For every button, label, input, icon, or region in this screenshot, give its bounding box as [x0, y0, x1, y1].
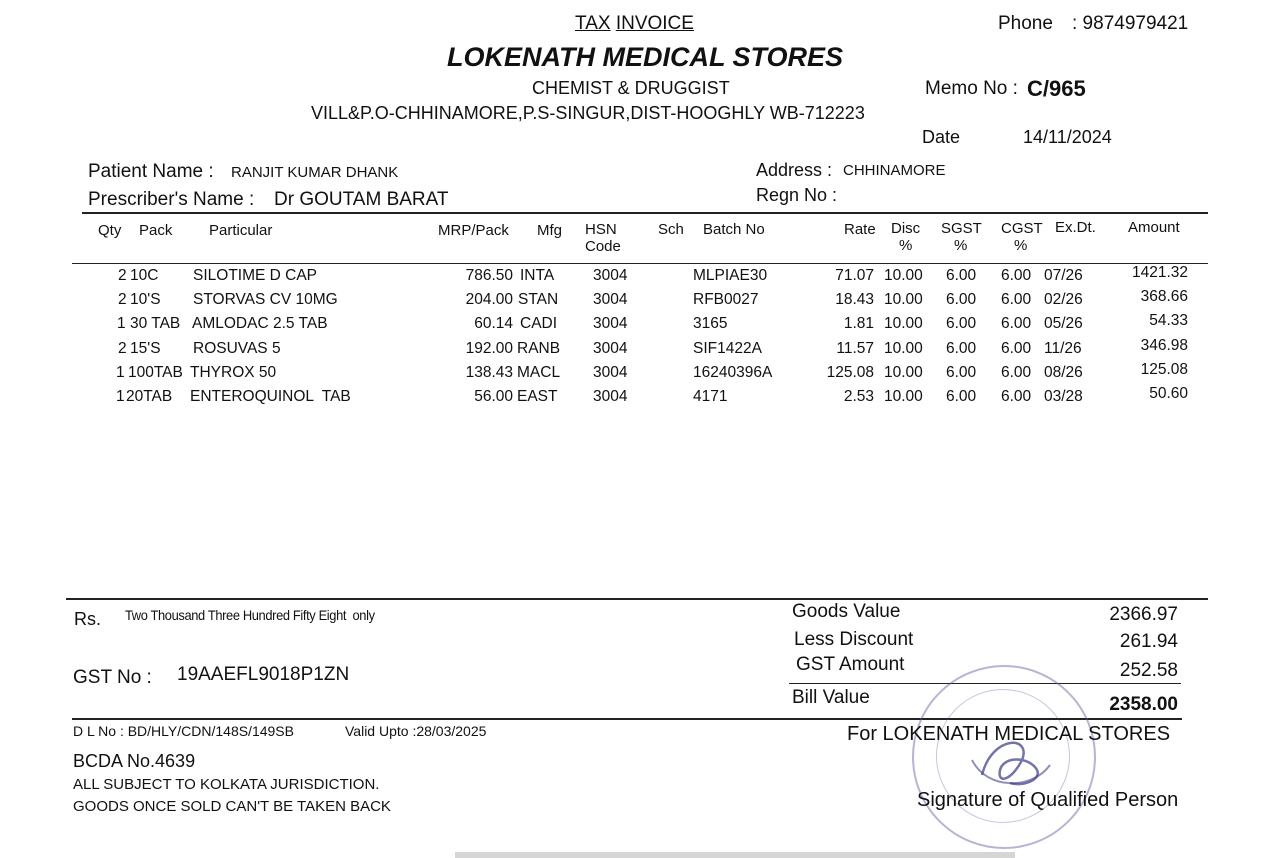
cell-sgst: 6.00: [946, 291, 977, 308]
cell-pack: 100TAB: [128, 364, 183, 381]
cell-mrp: 60.14: [474, 315, 513, 332]
col-sch: Sch: [658, 221, 684, 238]
cell-particular: STORVAS CV 10MG: [193, 291, 338, 308]
cell-exdt: 05/26: [1044, 315, 1083, 332]
col-disc: Disc: [891, 220, 921, 237]
cell-mfg: RANB: [517, 340, 561, 357]
signature-label: Signature of Qualified Person: [917, 789, 1179, 811]
table-row: [0, 361, 1275, 386]
cell-amount: 54.33: [1149, 312, 1188, 329]
phone-value: : 9874979421: [1072, 13, 1189, 34]
cell-qty: 2: [118, 340, 127, 357]
cell-cgst: 6.00: [1001, 340, 1032, 357]
paper-edge: [455, 852, 1015, 858]
table-row: [0, 264, 1275, 289]
cell-hsn: 3004: [593, 388, 628, 405]
cell-cgst: 6.00: [1001, 388, 1032, 405]
cell-hsn: 3004: [593, 364, 628, 381]
prescriber-value: Dr GOUTAM BARAT: [274, 189, 449, 210]
amount-in-words: Two Thousand Three Hundred Fifty Eight only: [125, 607, 375, 623]
patient-name-label: Patient Name :: [88, 161, 214, 182]
table-row: [0, 312, 1275, 337]
cell-exdt: 11/26: [1044, 340, 1082, 357]
cell-pack: 10C: [130, 267, 159, 284]
for-store: For LOKENATH MEDICAL STORES: [847, 723, 1171, 745]
cell-sgst: 6.00: [946, 340, 977, 357]
cell-amount: 368.66: [1140, 288, 1188, 305]
table-row: [0, 288, 1275, 313]
cell-particular: AMLODAC 2.5 TAB: [192, 315, 328, 332]
cell-cgst: 6.00: [1001, 315, 1032, 332]
cell-mrp: 138.43: [465, 364, 513, 381]
cell-hsn: 3004: [593, 315, 628, 332]
cell-sgst: 6.00: [946, 388, 977, 405]
address-value: CHHINAMORE: [843, 162, 946, 179]
bcda-number: [73, 751, 195, 772]
less-discount-label: Less Discount: [794, 629, 914, 650]
cell-batch: MLPIAE30: [693, 267, 768, 284]
cell-pack: 10'S: [130, 291, 161, 308]
cell-amount: 125.08: [1140, 361, 1188, 378]
table-row: [0, 337, 1275, 362]
cell-pack: 30 TAB: [130, 315, 181, 332]
col-sgst-pct: %: [954, 237, 968, 254]
cell-batch: 4171: [693, 388, 728, 405]
cell-exdt: 08/26: [1044, 364, 1083, 381]
cell-particular: THYROX 50: [190, 364, 277, 381]
cell-pack: 15'S: [130, 340, 161, 357]
col-rate: Rate: [844, 221, 876, 238]
cell-exdt: 03/28: [1044, 388, 1083, 405]
cell-hsn: 3004: [593, 291, 628, 308]
cell-mfg: MACL: [517, 364, 561, 381]
cell-sgst: 6.00: [946, 364, 977, 381]
col-mfg: Mfg: [537, 222, 563, 239]
gst-amount-label: GST Amount: [796, 654, 905, 675]
date-value: 14/11/2024: [1023, 127, 1112, 147]
rs-label: Rs.: [74, 609, 101, 629]
cell-qty: 2: [118, 267, 127, 284]
cell-exdt: 07/26: [1044, 267, 1083, 284]
tax-word: TAX: [575, 13, 611, 34]
cell-disc: 10.00: [884, 364, 923, 381]
cell-rate: 11.57: [836, 340, 874, 357]
goods-value: 2366.97: [1109, 604, 1178, 625]
cell-qty: 1: [117, 315, 126, 332]
col-exdt: Ex.Dt.: [1055, 219, 1096, 236]
cell-disc: 10.00: [884, 291, 923, 308]
jurisdiction-note: ALL SUBJECT TO KOLKATA JURISDICTION.: [73, 776, 380, 793]
cell-particular: SILOTIME D CAP: [193, 267, 318, 284]
cell-mfg: CADI: [520, 315, 558, 332]
cell-mfg: INTA: [520, 267, 555, 284]
memo-label: Memo No :: [925, 78, 1018, 99]
regn-label: Regn No :: [756, 185, 838, 205]
patient-name-value: RANJIT KUMAR DHANK: [231, 164, 399, 181]
cell-qty: 1: [116, 388, 125, 405]
address-label: Address :: [756, 160, 833, 180]
col-batch: Batch No: [703, 221, 765, 238]
col-hsn: HSN: [585, 221, 617, 238]
cell-amount: 346.98: [1140, 337, 1188, 354]
footer-top-rule: [66, 598, 1208, 600]
goods-value-label: Goods Value: [792, 601, 901, 622]
cell-mrp: 204.00: [465, 291, 513, 308]
date-label: Date: [922, 127, 961, 147]
cell-exdt: 02/26: [1044, 291, 1083, 308]
cell-rate: 71.07: [835, 267, 874, 284]
col-qty: Qty: [98, 222, 122, 239]
cell-rate: 1.81: [843, 315, 874, 332]
col-cgst-pct: %: [1014, 237, 1028, 254]
col-pack: Pack: [139, 222, 173, 239]
cell-mfg: EAST: [517, 388, 558, 405]
bcda-label: BCDA No.: [73, 751, 156, 771]
prescriber-label: Prescriber's Name :: [88, 189, 255, 210]
cell-batch: SIF1422A: [693, 340, 762, 357]
cell-rate: 125.08: [826, 364, 874, 381]
invoice-word: INVOICE: [615, 13, 694, 34]
cell-pack: 20TAB: [126, 388, 173, 405]
cell-amount: 1421.32: [1131, 264, 1188, 281]
cell-mrp: 786.50: [465, 267, 513, 284]
cell-hsn: 3004: [593, 340, 628, 357]
col-cgst: CGST: [1001, 220, 1043, 237]
col-particular: Particular: [209, 222, 273, 239]
store-name: LOKENATH MEDICAL STORES: [447, 42, 844, 72]
col-amount: Amount: [1128, 219, 1180, 236]
cell-particular: ROSUVAS 5: [193, 340, 281, 357]
less-discount: 261.94: [1119, 631, 1178, 652]
valid-upto: Valid Upto :28/03/2025: [345, 723, 487, 739]
gst-label: GST No :: [73, 667, 152, 688]
invoice-title: [575, 13, 694, 35]
cell-qty: 2: [118, 291, 127, 308]
cell-qty: 1: [116, 364, 125, 381]
col-disc-pct: %: [899, 237, 913, 254]
table-top-rule: [82, 212, 1208, 214]
table-row: [0, 385, 1275, 410]
cell-batch: 16240396A: [693, 364, 773, 381]
cell-cgst: 6.00: [1001, 364, 1032, 381]
seal-stamp-icon: [912, 665, 1096, 849]
seal-signature-scribble: [912, 665, 1092, 845]
cell-cgst: 6.00: [1001, 267, 1032, 284]
cell-mrp: 56.00: [474, 388, 513, 405]
gst-value: 19AAEFL9018P1ZN: [177, 664, 350, 685]
cell-batch: RFB0027: [693, 291, 759, 308]
col-mrp: MRP/Pack: [438, 222, 509, 239]
cell-particular: ENTEROQUINOL TAB: [190, 388, 351, 405]
store-subtitle: CHEMIST & DRUGGIST: [532, 78, 730, 98]
dl-number: D L No : BD/HLY/CDN/148S/149SB: [73, 723, 294, 739]
bcda-value: 4639: [155, 751, 196, 771]
cell-amount: 50.60: [1149, 385, 1188, 402]
col-sgst: SGST: [941, 220, 982, 237]
gst-amount: 252.58: [1119, 660, 1178, 681]
col-hsn-code: Code: [585, 238, 621, 255]
memo-value: C/965: [1027, 76, 1086, 101]
cell-mfg: STAN: [518, 291, 559, 308]
bill-value-label: Bill Value: [792, 687, 870, 708]
store-address: VILL&P.O-CHHINAMORE,P.S-SINGUR,DIST-HOOGHLY WB-712223: [311, 103, 865, 123]
cell-disc: 10.00: [884, 388, 923, 405]
phone-label: Phone: [998, 13, 1053, 34]
cell-disc: 10.00: [884, 267, 923, 284]
cell-disc: 10.00: [884, 340, 923, 357]
bill-value: 2358.00: [1109, 694, 1178, 715]
goods-sold-note: GOODS ONCE SOLD CAN'T BE TAKEN BACK: [73, 798, 391, 815]
cell-hsn: 3004: [593, 267, 628, 284]
cell-cgst: 6.00: [1001, 291, 1032, 308]
cell-sgst: 6.00: [946, 315, 977, 332]
cell-disc: 10.00: [884, 315, 923, 332]
cell-batch: 3165: [693, 315, 728, 332]
cell-rate: 2.53: [843, 388, 874, 405]
cell-mrp: 192.00: [465, 340, 513, 357]
table-header-rule: [72, 263, 1208, 264]
cell-rate: 18.43: [835, 291, 874, 308]
cell-sgst: 6.00: [946, 267, 977, 284]
